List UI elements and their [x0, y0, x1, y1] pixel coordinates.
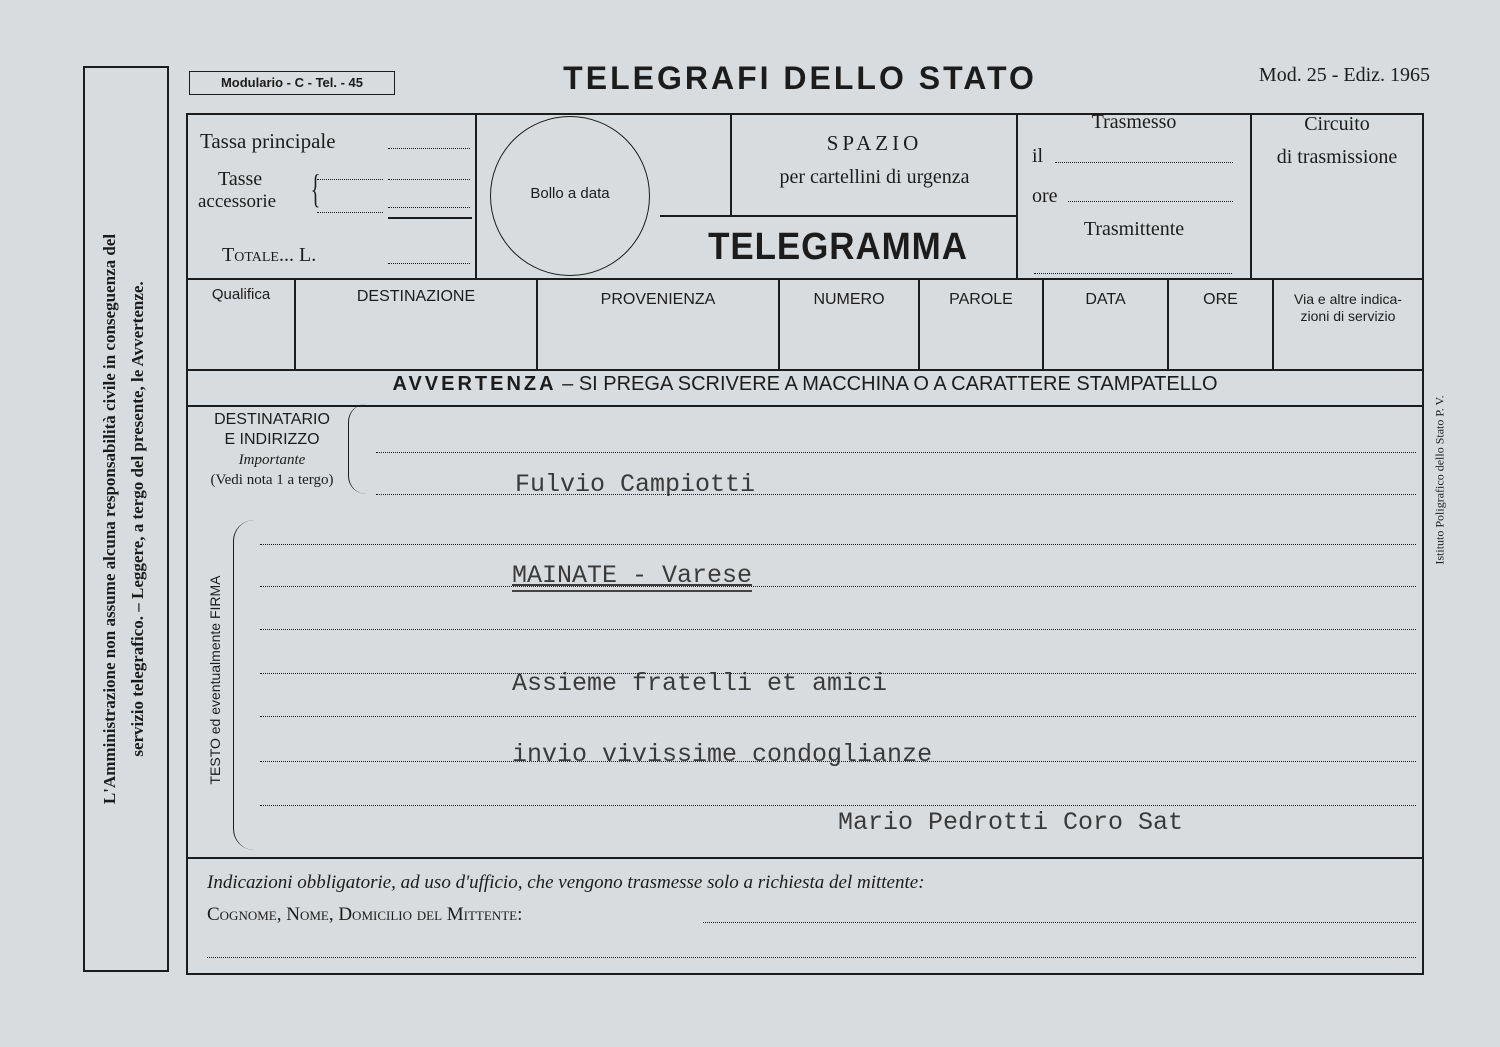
spazio-subtitle: per cartellini di urgenza — [779, 166, 970, 188]
recipient-line-1[interactable] — [376, 452, 1416, 453]
text-label: TESTO ed eventualmente FIRMA — [207, 575, 223, 785]
tassa-principale-field[interactable] — [388, 148, 470, 149]
recipient-line-2[interactable] — [376, 494, 1416, 495]
modulario-label: Modulario - C - Tel. - 45 — [189, 71, 395, 95]
side-note-line1: L'Amministrazione non assume alcuna responsabilità civile in conseguenza del — [100, 233, 119, 805]
accessorie-label: accessorie — [198, 191, 277, 212]
column-via-line2: zioni di servizio — [1300, 308, 1396, 324]
trasmesso-il-field[interactable] — [1055, 162, 1233, 163]
recipient-label-line2: E INDIRIZZO — [224, 431, 320, 448]
avvertenza-text: – SI PREGA SCRIVERE A MACCHINA O A CARATTERE STAMPATELLO — [562, 373, 1218, 395]
column-provenienza: PROVENIENZA — [600, 291, 716, 308]
trasmesso-ore-field[interactable] — [1068, 201, 1233, 202]
text-line-3[interactable] — [260, 629, 1416, 630]
recipient-label-line3: Importante — [238, 452, 306, 468]
avvertenza-label: AVVERTENZA — [392, 373, 557, 395]
text-line-2[interactable] — [260, 586, 1416, 587]
column-via — [1274, 291, 1422, 325]
sender-label: Cognome, Nome, Domicilio del Mittente: — [207, 904, 523, 925]
accessorie-field-1[interactable] — [388, 179, 470, 180]
brace-icon: { — [310, 166, 321, 211]
footer-note: Indicazioni obbligatorie, ad uso d'ufficio, che vengono trasmesse solo a richiesta del mittente: — [207, 872, 925, 893]
tassa-principale-label: Tassa principale — [200, 129, 336, 153]
column-destinazione: DESTINAZIONE — [356, 288, 476, 305]
column-data: DATA — [1085, 291, 1126, 308]
text-line-5[interactable] — [260, 716, 1416, 717]
text-line-1[interactable] — [260, 544, 1416, 545]
column-qualifica: Qualifica — [211, 286, 271, 303]
spazio-title: SPAZIO — [826, 131, 923, 155]
recipient-label — [190, 410, 354, 490]
recipient-brace-icon — [348, 404, 369, 494]
recipient-label-line4: (Vedi nota 1 a tergo) — [210, 472, 334, 488]
circuito-line2: di trasmissione — [1276, 146, 1398, 168]
totale-field[interactable] — [388, 263, 470, 264]
tasse-field-2[interactable] — [317, 212, 383, 213]
page-title: TELEGRAFI DELLO STATO — [563, 60, 1037, 96]
recipient-label-line1: DESTINATARIO — [214, 411, 330, 428]
message-place: MAINATE - Varese — [512, 561, 753, 590]
text-line-7[interactable] — [260, 805, 1416, 806]
column-numero: NUMERO — [813, 291, 885, 308]
circuito-line1: Circuito — [1304, 113, 1370, 135]
trasmesso-ore-label: ore — [1032, 185, 1058, 207]
message-signature: Mario Pedrotti Coro Sat — [838, 808, 1184, 837]
trasmesso-il-label: il — [1032, 145, 1044, 167]
side-note — [96, 79, 156, 959]
tasse-label: Tasse — [218, 168, 263, 190]
sender-field-2[interactable] — [207, 957, 1416, 958]
stamp-label: Bollo a data — [530, 185, 610, 202]
message-line1: Assieme fratelli et amici — [512, 669, 888, 698]
edition-label: Mod. 25 - Ediz. 1965 — [1258, 64, 1430, 86]
accessorie-field-2[interactable] — [388, 207, 470, 208]
printer-note: Istituto Poligrafico dello Stato P. V. — [1432, 395, 1447, 565]
sender-field-1[interactable] — [703, 922, 1416, 923]
text-brace-icon — [233, 520, 254, 850]
column-parole: PAROLE — [949, 291, 1013, 308]
trasmittente-label: Trasmittente — [1083, 218, 1185, 240]
trasmesso-title: Trasmesso — [1091, 111, 1177, 133]
side-note-line2: servizio telegrafico. – Leggere, a tergo del presente, le Avvertenze. — [128, 281, 147, 757]
column-ore: ORE — [1203, 291, 1238, 308]
telegramma-title: TELEGRAMMA — [708, 226, 968, 268]
totale-label: Totale... L. — [222, 244, 317, 266]
column-via-line1: Via e altre indica- — [1294, 291, 1402, 307]
tasse-field-1[interactable] — [317, 179, 383, 180]
recipient-name: Fulvio Campiotti — [515, 470, 756, 499]
trasmittente-field[interactable] — [1034, 273, 1232, 274]
message-line2: invio vivissime condoglianze — [512, 740, 933, 769]
avvertenza-banner — [188, 373, 1422, 396]
